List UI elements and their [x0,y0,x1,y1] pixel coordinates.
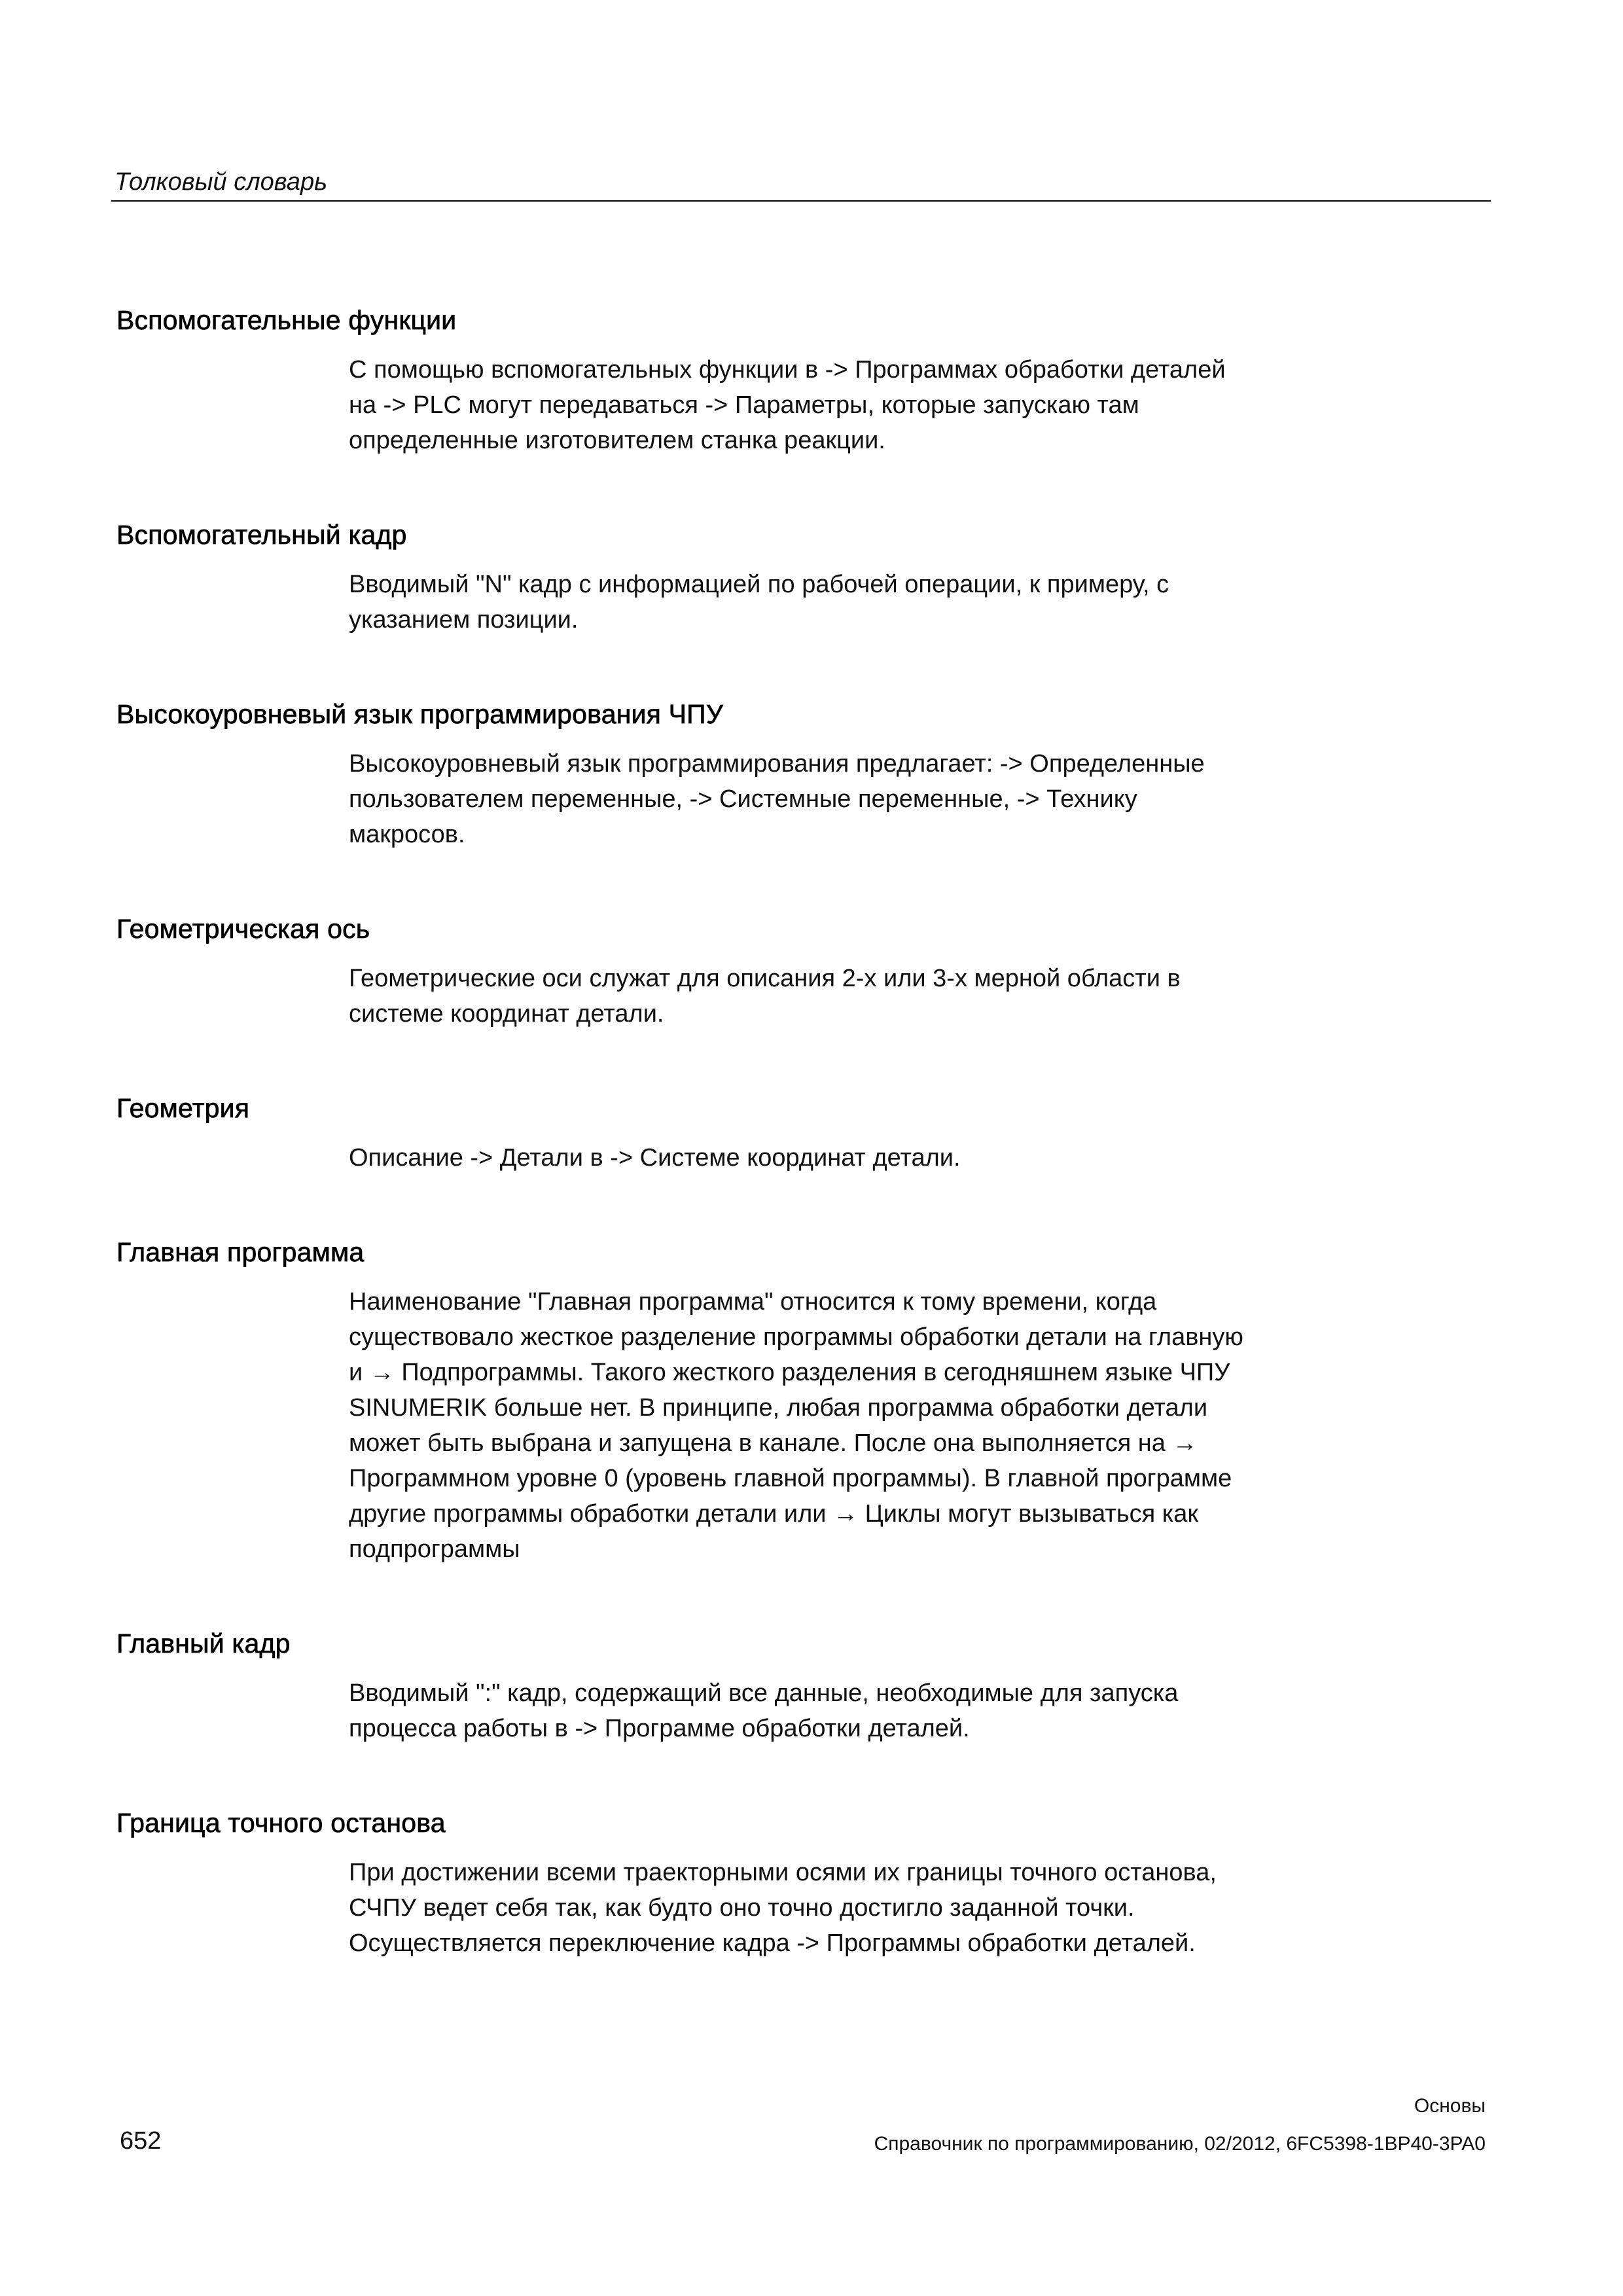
glossary-term: Главный кадр [116,1628,291,1659]
glossary-entry [116,1233,1491,1567]
glossary-term: Главная программа [116,1237,365,1267]
glossary-definition: Наименование "Главная программа" относится к тому времени, когда существовало жесткое разделение программы обработки детали на главную и → Подпрограммы. Такого жесткого разделения в сегодняшнем языке ЧПУ SINUMERIK больше нет. В принципе, любая программа обработки детали может быть выбрана и запущена в канале. После она выполняется на → Программном уровне 0 (уровень главной программы). В главной программе другие программы обработки детали или → Циклы могут вызываться как подпрограммы [349,1288,1243,1563]
glossary-term: Вспомогательные функции [116,305,457,335]
glossary-entry [116,1089,1491,1175]
glossary-definition: При достижении всеми траекторными осями их границы точного останова, СЧПУ ведет себя так, как будто оно точно достигло заданной точки. Осуществляется переключение кадра -> Программы обработки деталей. [349,1859,1217,1957]
glossary-entry [116,1624,1491,1746]
glossary-term: Геометрическая ось [116,914,370,944]
running-header: Толковый словарь [115,168,328,196]
glossary-entries [116,301,1491,1961]
glossary-entry [116,695,1491,852]
glossary-term: Высокоуровневый язык программирования ЧПУ [116,699,724,729]
glossary-term: Вспомогательный кадр [116,520,407,550]
glossary-definition: Описание -> Детали в -> Системе координат детали. [349,1144,961,1172]
header-divider [111,200,1491,202]
glossary-term: Геометрия [116,1093,250,1123]
glossary-entry [116,910,1491,1031]
glossary-definition: Высокоуровневый язык программирования предлагает: -> Определенные пользователем переменные, -> Системные переменные, -> Технику макросов. [349,750,1205,848]
glossary-definition: Геометрические оси служат для описания 2-х или 3-х мерной области в системе координат детали. [349,965,1181,1028]
glossary-entry [116,301,1491,458]
glossary-entry [116,516,1491,637]
footer-document-title: Основы [1414,2095,1486,2117]
glossary-term: Граница точного останова [116,1808,446,1838]
page-number: 652 [120,2127,162,2155]
glossary-definition: С помощью вспомогательных функции в -> Программах обработки деталей на -> PLC могут передаваться -> Параметры, которые запускаю там определенные изготовителем станка реакции. [349,356,1226,454]
glossary-definition: Вводимый ":" кадр, содержащий все данные, необходимые для запуска процесса работы в -> Программе обработки деталей. [349,1679,1179,1742]
footer-reference: Справочник по программированию, 02/2012, 6FC5398-1BP40-3PA0 [874,2133,1486,2155]
glossary-definition: Вводимый "N" кадр с информацией по рабочей операции, к примеру, с указанием позиции. [349,571,1169,634]
glossary-entry [116,1804,1491,1961]
